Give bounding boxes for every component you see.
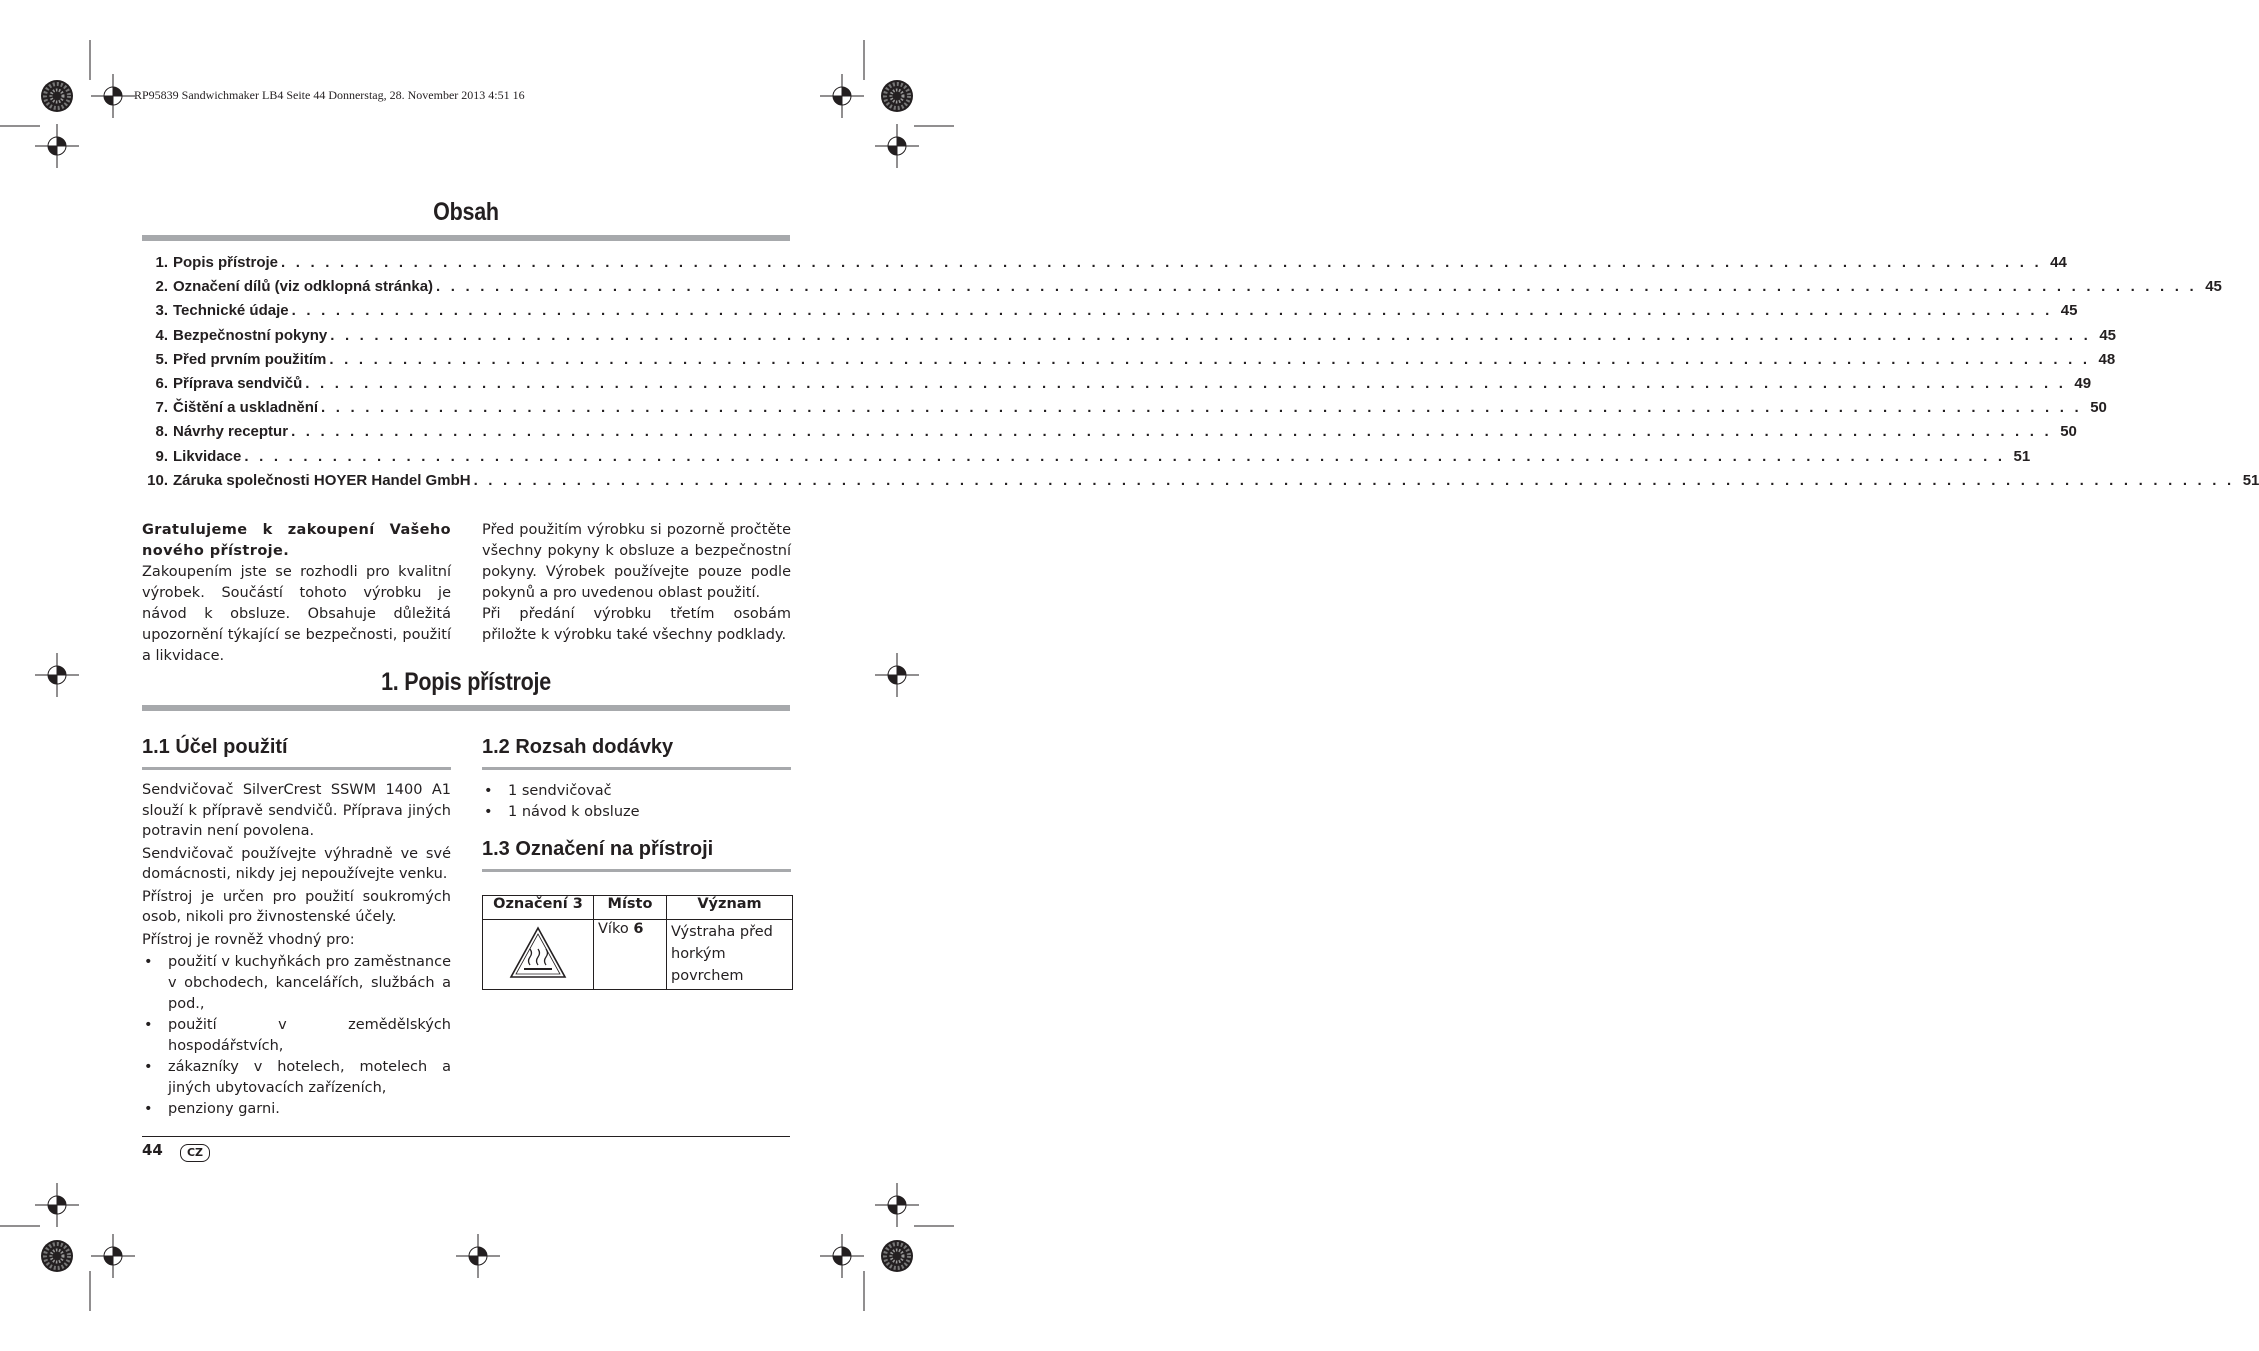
list-item: • penziony garni. [142,1099,451,1120]
toc-item-leader: . . . . . . . . . . . . . . . . . . . . . . . . . . . . . . . . . . . . . . . . . . . . . . . . . . . . . . . . . . . . . . . . . . . . . . . . . . . . . . . . . . . . . . . . . . . . . . . . . . . . . . . . . . . . . . . . . . . . . . . . [291,302,2053,320]
toc-item-leader: . . . . . . . . . . . . . . . . . . . . . . . . . . . . . . . . . . . . . . . . . . . . . . . . . . . . . . . . . . . . . . . . . . . . . . . . . . . . . . . . . . . . . . . . . . . . . . . . . . . . . . . . . . . . . . . . . . . . . . . . [281,254,2042,271]
toc-item-leader: . . . . . . . . . . . . . . . . . . . . . . . . . . . . . . . . . . . . . . . . . . . . . . . . . . . . . . . . . . . . . . . . . . . . . . . . . . . . . . . . . . . . . . . . . . . . . . . . . . . . . . . . . . . . . . . . . . . . . . . . [291,423,2052,441]
toc-item-number: 9. [155,447,168,465]
toc-item-page: 50 [2090,399,2107,417]
markings-table [482,895,793,990]
toc-item-number: 5. [155,350,168,368]
intro-congrats: Gratulujeme k zakoupení Vašeho nového přístroje. [142,522,451,559]
toc-item [142,350,2116,375]
toc-item-page: 50 [2060,423,2077,441]
s11-p2: Sendvičovač používejte výhradně ve své domácnosti, nikdy jej nepoužívejte venku. [142,845,451,882]
toc-item-page: 51 [2013,447,2031,465]
subsection-1-2-rule [482,767,791,770]
place-number: 6 [633,921,644,937]
subsection-1-1-title: 1.1 Účel použití [142,736,288,758]
toc-item [142,302,2078,326]
s11-p3: Přístroj je určen pro použití soukromých osob, nikoli pro živnostenské účely. [142,888,451,925]
toc-item-leader: . . . . . . . . . . . . . . . . . . . . . . . . . . . . . . . . . . . . . . . . . . . . . . . . . . . . . . . . . . . . . . . . . . . . . . . . . . . . . . . . . . . . . . . . . . . . . . . . . . . . . . . . . . . . . . . . . . . . . . . . [436,278,2197,296]
toc-item-title: Příprava sendvičů [173,375,303,392]
toc-item [142,471,2259,496]
toc-item-leader: . . . . . . . . . . . . . . . . . . . . . . . . . . . . . . . . . . . . . . . . . . . . . . . . . . . . . . . . . . . . . . . . . . . . . . . . . . . . . . . . . . . . . . . . . . . . . . . . . . . . . . . . . . . . . . . . . . . . . . . . [244,447,2006,465]
toc-item-page: 45 [2099,326,2117,344]
intro-right [482,520,791,646]
toc-item [142,254,2067,278]
toc-item-leader: . . . . . . . . . . . . . . . . . . . . . . . . . . . . . . . . . . . . . . . . . . . . . . . . . . . . . . . . . . . . . . . . . . . . . . . . . . . . . . . . . . . . . . . . . . . . . . . . . . . . . . . . . . . . . . . . . . . . . . . . [473,471,2235,489]
toc-item-page: 49 [2074,375,2092,392]
toc-item [142,375,2092,399]
toc-item-leader: . . . . . . . . . . . . . . . . . . . . . . . . . . . . . . . . . . . . . . . . . . . . . . . . . . . . . . . . . . . . . . . . . . . . . . . . . . . . . . . . . . . . . . . . . . . . . . . . . . . . . . . . . . . . . . . . . . . . . . . . [329,350,2091,368]
toc-item-title: Čištění a uskladnění [173,399,319,417]
toc-title: Obsah [433,198,499,226]
table-row [483,920,793,990]
toc-item [142,399,2107,423]
section-title: 1. Popis přístroje [381,668,551,696]
subsection-1-1-body [142,780,451,1120]
table-header-row [483,896,793,920]
toc-item-page: 44 [2050,254,2067,271]
intro-left [142,520,451,667]
toc-item-number: 3. [155,302,168,320]
table-header-cell: Význam [667,896,793,920]
subsection-1-3-rule [482,869,791,872]
subsection-1-3-title: 1.3 Označení na přístroji [482,838,714,860]
meaning-cell: Výstraha před horkým povrchem [667,920,793,990]
toc-item [142,326,2117,351]
toc-item [142,278,2222,302]
table-header-cell: Místo [594,896,667,920]
subsection-1-1-rule [142,767,451,770]
toc-item-title: Před prvním použitím [173,350,327,368]
toc-item-number: 2. [155,278,168,296]
toc-title-rule [142,235,790,241]
list-item: • použití v zemědělských hospodářstvích, [142,1015,451,1057]
toc-item-page: 48 [2098,350,2116,368]
toc-item-number: 7. [155,399,168,417]
s12-bullet-list [482,781,791,823]
toc-item-title: Likvidace [173,447,242,465]
list-item: • použití v kuchyňkách pro zaměstnance v obchodech, kancelářích, službách a pod., [142,952,451,1015]
toc-item-title: Záruka společnosti HOYER Handel GmbH [173,471,471,489]
toc-item-title: Návrhy receptur [173,423,289,441]
s11-bullet-list [142,952,451,1120]
table-header-cell: Označení 3 [483,896,594,920]
list-item: • 1 sendvičovač [482,781,791,802]
toc-item-title: Bezpečnostní pokyny [173,326,328,344]
s11-p4: Přístroj je rovněž vhodný pro: [142,931,355,948]
page-number: 44 [142,1141,163,1159]
toc-item-leader: . . . . . . . . . . . . . . . . . . . . . . . . . . . . . . . . . . . . . . . . . . . . . . . . . . . . . . . . . . . . . . . . . . . . . . . . . . . . . . . . . . . . . . . . . . . . . . . . . . . . . . . . . . . . . . . . . . . . . . . . [305,375,2067,392]
toc-item-number: 1. [155,254,168,271]
symbol-cell [483,920,594,990]
intro-right-p1: Před použitím výrobku si pozorně pročtěte všechny pokyny k obsluze a bezpečnostní pokyny. Výrobek používejte pouze podle pokynů a pro uvedenou oblast použití. [482,522,791,601]
toc-item-leader: . . . . . . . . . . . . . . . . . . . . . . . . . . . . . . . . . . . . . . . . . . . . . . . . . . . . . . . . . . . . . . . . . . . . . . . . . . . . . . . . . . . . . . . . . . . . . . . . . . . . . . . . . . . . . . . . . . . . . . . . [330,326,2092,344]
subsection-1-2-title: 1.2 Rozsah dodávky [482,736,674,758]
toc-item [142,447,2031,472]
toc-item-page: 45 [2060,302,2078,320]
toc-item-title: Technické údaje [173,302,289,320]
intro-left-text: Zakoupením jste se rozhodli pro kvalitní výrobek. Součástí tohoto výrobku je návod k obsluze. Obsahuje důležitá upozornění týkající se bezpečnosti, použití a likvidace. [142,564,451,664]
toc-item-leader: . . . . . . . . . . . . . . . . . . . . . . . . . . . . . . . . . . . . . . . . . . . . . . . . . . . . . . . . . . . . . . . . . . . . . . . . . . . . . . . . . . . . . . . . . . . . . . . . . . . . . . . . . . . . . . . . . . . . . . . . [321,399,2082,417]
list-item: • 1 návod k obsluze [482,802,791,823]
toc-item [142,423,2077,447]
toc-item-page: 51 [2242,471,2259,489]
intro-right-p2: Při předání výrobku třetím osobám přiložte k výrobku také všechny podklady. [482,606,791,643]
print-header: RP95839 Sandwichmaker LB4 Seite 44 Donnerstag, 28. November 2013 4:51 16 [134,88,525,102]
section-title-rule [142,705,790,711]
footer-rule [142,1136,790,1137]
s11-p1: Sendvičovač SilverCrest SSWM 1400 A1 slouží k přípravě sendvičů. Příprava jiných potravin není povolena. [142,782,451,839]
toc-item-number: 4. [155,326,168,344]
list-item: • zákazníky v hotelech, motelech a jiných ubytovacích zařízeních, [142,1057,451,1099]
language-badge: CZ [180,1144,210,1162]
hot-surface-warning-icon [508,925,568,981]
toc-item-page: 45 [2205,278,2222,296]
place-text: Víko [598,921,634,937]
toc-item-number: 6. [155,375,168,392]
toc-item-title: Označení dílů (viz odklopná stránka) [173,278,434,296]
toc-item-number: 8. [155,423,168,441]
place-cell [594,920,667,990]
toc-item-number: 10. [147,471,168,489]
toc-item-title: Popis přístroje [173,254,279,271]
